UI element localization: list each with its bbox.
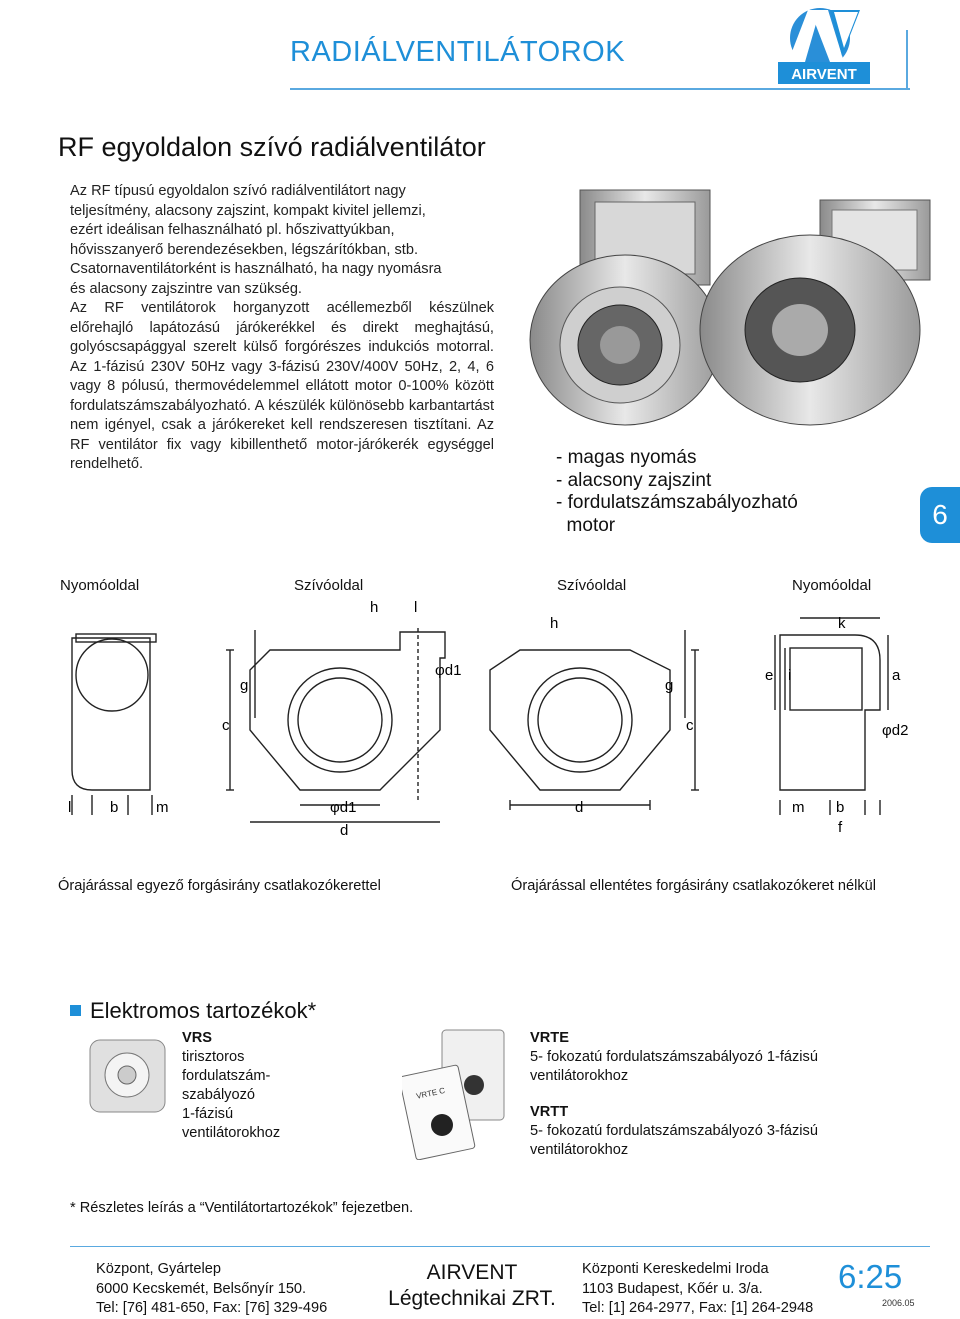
dim-label-e: e: [765, 667, 774, 684]
footer-line: Központi Kereskedelmi Iroda: [582, 1261, 769, 1277]
vrtt-name: VRTT: [530, 1104, 569, 1120]
dim-label-i: i: [788, 667, 792, 684]
vrte-line: 5- fokozatú fordulatszámszabályozó 1-fázisú: [530, 1049, 818, 1065]
vrte-name: VRTE: [530, 1030, 569, 1046]
dim-label-h2: h: [550, 615, 559, 632]
intro-line: teljesítmény, alacsony zajszint, kompakt kivitel jellemzi,: [70, 202, 426, 219]
footnote: * Részletes leírás a “Ventilátortartozékok” fejezetben.: [70, 1200, 414, 1216]
intro-line: és alacsony zajszintre van szükség.: [70, 280, 302, 297]
accessories-title: Elektromos tartozékok*: [90, 998, 317, 1023]
vrtt-line: 5- fokozatú fordulatszámszabályozó 3-fázisú: [530, 1123, 818, 1139]
vrs-line: 1-fázisú: [182, 1106, 234, 1122]
dim-label-d2: φd2: [882, 722, 909, 739]
company-name: AIRVENT: [426, 1261, 518, 1284]
vrs-line: tirisztoros: [182, 1049, 245, 1065]
company-type: Légtechnikai ZRT.: [388, 1287, 556, 1310]
vrte-line: ventilátorokhoz: [530, 1068, 629, 1084]
dim-label-d: d: [340, 822, 349, 839]
dim-label-b2: b: [836, 799, 845, 816]
vrs-device-image: [80, 1030, 175, 1120]
intro-text: [70, 182, 494, 475]
feature-item: - alacsony zajszint: [556, 469, 712, 491]
edition-date: 2006.05: [882, 1298, 915, 1308]
dim-label-g2: g: [665, 677, 674, 694]
dim-label-g: g: [240, 677, 249, 694]
feature-item: motor: [556, 514, 616, 536]
dim-label-f: f: [838, 819, 843, 836]
dim-label-m2: m: [792, 799, 805, 816]
intro-line: hővisszanyerő berendezésekben, légszárítókban, stb.: [70, 241, 419, 258]
view-label: Szívóoldal: [557, 577, 627, 594]
dim-label-a: a: [892, 667, 901, 684]
dim-label-m: m: [156, 799, 169, 816]
view-label: Nyomóoldal: [792, 577, 872, 594]
footer-company: [372, 1260, 572, 1312]
intro-line: Az RF típusú egyoldalon szívó radiálventilátort nagy: [70, 183, 406, 199]
vrs-line: szabályozó: [182, 1087, 256, 1103]
dim-label-d1: φd1: [435, 662, 462, 679]
vrtt-line: ventilátorokhoz: [530, 1142, 629, 1158]
footer-rule: [70, 1246, 930, 1247]
dim-label-c: c: [222, 717, 230, 734]
section-bullet-icon: [70, 1005, 81, 1016]
section-title: RADIÁLVENTILÁTOROK: [290, 36, 626, 68]
view-label: Szívóoldal: [294, 577, 364, 594]
intro-paragraph: Az RF ventilátorok horganyzott acéllemezből készülnek előrehajló lapátozású járókerékkel és direkt meghajtású, golyóscsapággyal szerelt külső forgórészes indukciós motorral. Az 1-fázisú 230V 50Hz vagy 3-fázisú 230V/400V 50Hz, 2, 4, 6 vagy 8 pólusú, thermovédelemmel ellátott motor 0-100% között fordulatszámszabályozható. A készülék különösebb karbantartást nem igényel, csak a járókereket kell rendszeresen tisztítani. Az RF ventilátor fix vagy kibillenthető motor-járókerék egységgel rendelhető.: [70, 300, 494, 472]
chapter-tab: 6: [920, 487, 960, 543]
dim-label-d2-bottom: d: [575, 799, 584, 816]
header-rule-vertical: [906, 30, 908, 90]
footer-office-address: [582, 1260, 813, 1319]
vrte-device-image: [402, 1025, 514, 1160]
dim-label-h: h: [370, 599, 379, 616]
feature-list: [556, 447, 798, 537]
view-label: Nyomóoldal: [60, 577, 140, 594]
vrte-device-label: VRTE C: [415, 1085, 446, 1101]
dim-label-l2: l: [414, 599, 418, 616]
vrs-description: [182, 1029, 280, 1143]
page-number: 6:25: [838, 1258, 903, 1295]
feature-item: - magas nyomás: [556, 447, 697, 468]
footer-line: 6000 Kecskemét, Belsőnyír 150.: [96, 1280, 307, 1297]
intro-line: Csatornaventilátorként is használható, ha nagy nyomásra: [70, 261, 442, 277]
footer-line: 1103 Budapest, Kőér u. 3/a.: [582, 1280, 763, 1297]
product-title: RF egyoldalon szívó radiálventilátor: [58, 132, 486, 162]
dim-label-b: b: [110, 799, 119, 816]
footer-line: Tel: [1] 264-2977, Fax: [1] 264-2948: [582, 1300, 814, 1316]
footer-hq-address: [96, 1260, 327, 1319]
vrs-line: fordulatszám-: [182, 1068, 271, 1084]
intro-line: ezért ideálisan felhasználható pl. hőszivattyúkban,: [70, 222, 395, 238]
feature-item: - fordulatszámszabályozható: [556, 492, 798, 514]
dimension-drawings: [40, 590, 940, 850]
footer-line: Tel: [76] 481-650, Fax: [76] 329-496: [96, 1300, 328, 1316]
fan-photo: [520, 180, 940, 430]
airvent-logo: [760, 0, 870, 90]
drawing-caption-right: Órajárással ellentétes forgásirány csatlakozókeret nélkül: [511, 878, 877, 894]
dim-label-l: l: [68, 799, 72, 816]
logo-text: AIRVENT: [791, 66, 857, 83]
vrtt-description: [530, 1103, 818, 1160]
dim-label-c2: c: [686, 717, 694, 734]
footer-line: Központ, Gyártelep: [96, 1261, 221, 1277]
drawing-caption-left: Órajárással egyező forgásirány csatlakozókerettel: [58, 878, 381, 894]
vrs-line: ventilátorokhoz: [182, 1125, 281, 1141]
dim-label-d1-bottom: φd1: [330, 799, 357, 816]
vrte-description: [530, 1029, 818, 1086]
vrs-name: VRS: [182, 1030, 213, 1046]
dim-label-k: k: [838, 615, 846, 632]
